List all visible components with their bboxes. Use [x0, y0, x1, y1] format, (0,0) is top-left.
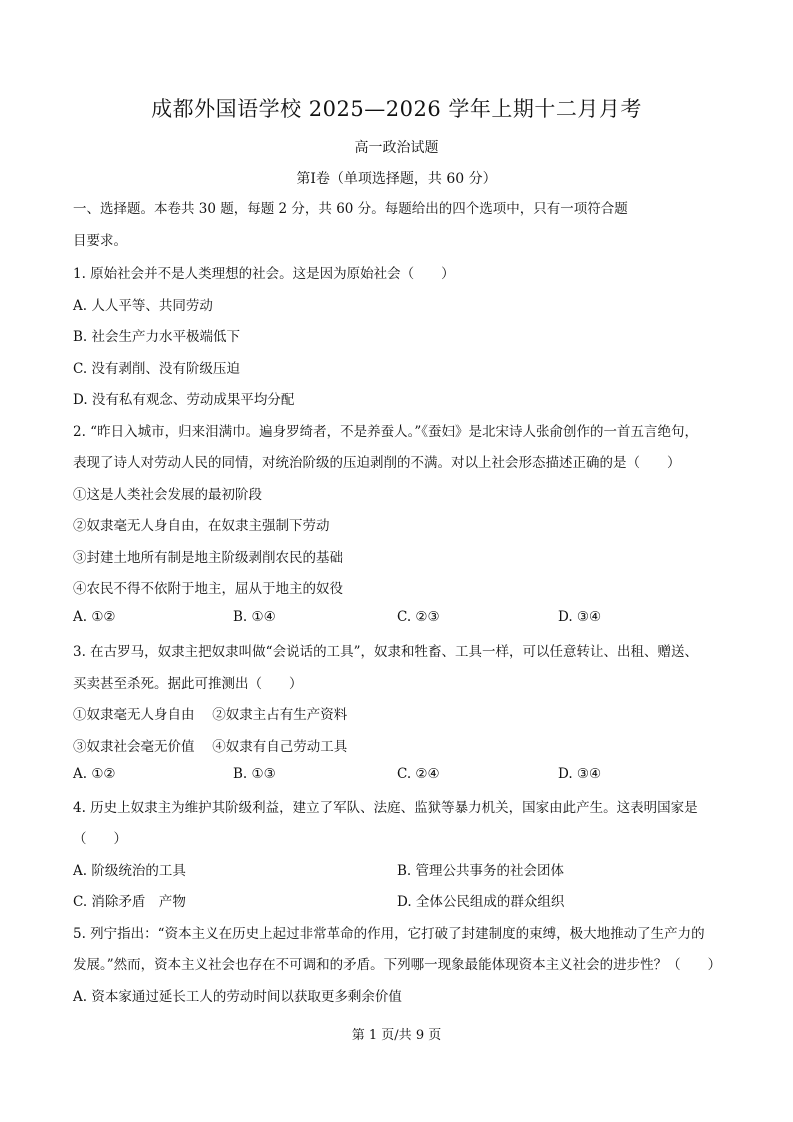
q2-option-a: A. ①②: [73, 609, 116, 625]
q4-option-b: B. 管理公共事务的社会团体: [397, 863, 565, 879]
q2-option-c: C. ②③: [397, 609, 440, 625]
q2-option-b: B. ①④: [233, 609, 276, 625]
q3-statements-row-2: ③奴隶社会毫无价值 ④奴隶有自己劳动工具: [73, 739, 348, 755]
q2-option-d: D. ③④: [558, 609, 602, 625]
instructions-line-2: 目要求。: [73, 233, 127, 249]
q3-option-b: B. ①③: [233, 766, 276, 782]
q4-stem-line-1: 4. 历史上奴隶主为维护其阶级利益，建立了军队、法庭、监狱等暴力机关，国家由此产生。这表明国家是: [73, 800, 698, 816]
q5-stem-line-1: 5. 列宁指出：“资本主义在历史上起过非常革命的作用，它打破了封建制度的束缚，极大地推动了生产力的: [73, 926, 705, 942]
q5-option-a: A. 资本家通过延长工人的劳动时间以获取更多剩余价值: [73, 989, 402, 1005]
q2-stem-line-2: 表现了诗人对劳动人民的同情，对统治阶级的压迫剥削的不满。对以上社会形态描述正确的是（ ）: [73, 455, 681, 471]
q3-stem-line-2: 买卖甚至杀死。据此可推测出（ ）: [73, 676, 303, 692]
q2-statement-2: ②奴隶毫无人身自由，在奴隶主强制下劳动: [73, 518, 330, 534]
part-heading: 第Ⅰ卷（单项选择题，共 60 分）: [296, 171, 497, 187]
instructions-line-1: 一、选择题。本卷共 30 题，每题 2 分，共 60 分。每题给出的四个选项中，只有一项符合题: [73, 201, 628, 217]
q2-stem-line-1: 2. “昨日入城市，归来泪满巾。遍身罗绮者，不是养蚕人。”《蚕妇》是北宋诗人张俞创作的一首五言绝句，: [73, 424, 698, 440]
q3-stem-line-1: 3. 在古罗马，奴隶主把奴隶叫做“会说话的工具”，奴隶和牲畜、工具一样，可以任意转让、出租、赠送、: [73, 644, 698, 660]
page-number: 第 1 页/共 9 页: [351, 1028, 442, 1043]
exam-subtitle: 高一政治试题: [354, 140, 439, 156]
q2-statement-1: ①这是人类社会发展的最初阶段: [73, 487, 262, 503]
q4-option-c: C. 消除矛盾 产物: [73, 894, 186, 910]
q2-statement-3: ③封建土地所有制是地主阶级剥削农民的基础: [73, 550, 343, 566]
exam-title: 成都外国语学校 2025—2026 学年上期十二月月考: [151, 97, 642, 121]
q3-option-d: D. ③④: [558, 766, 602, 782]
q1-option-c: C. 没有剥削、没有阶级压迫: [73, 361, 240, 377]
q4-option-d: D. 全体公民组成的群众组织: [397, 894, 565, 910]
q1-option-d: D. 没有私有观念、劳动成果平均分配: [73, 392, 295, 408]
q3-option-c: C. ②④: [397, 766, 440, 782]
q2-statement-4: ④农民不得不依附于地主，屈从于地主的奴役: [73, 581, 343, 597]
q1-option-a: A. 人人平等、共同劳动: [73, 298, 213, 314]
q5-stem-line-2: 发展。”然而，资本主义社会也存在不可调和的矛盾。下列哪一现象最能体现资本主义社会的进步性？（ ）: [73, 957, 722, 973]
q3-option-a: A. ①②: [73, 766, 116, 782]
q1-stem: 1. 原始社会并不是人类理想的社会。这是因为原始社会（ ）: [73, 266, 455, 282]
q1-option-b: B. 社会生产力水平极端低下: [73, 329, 241, 345]
q4-option-a: A. 阶级统治的工具: [73, 863, 186, 879]
q4-stem-line-2: （ ）: [73, 831, 127, 847]
q3-statements-row-1: ①奴隶毫无人身自由 ②奴隶主占有生产资料: [73, 707, 348, 723]
